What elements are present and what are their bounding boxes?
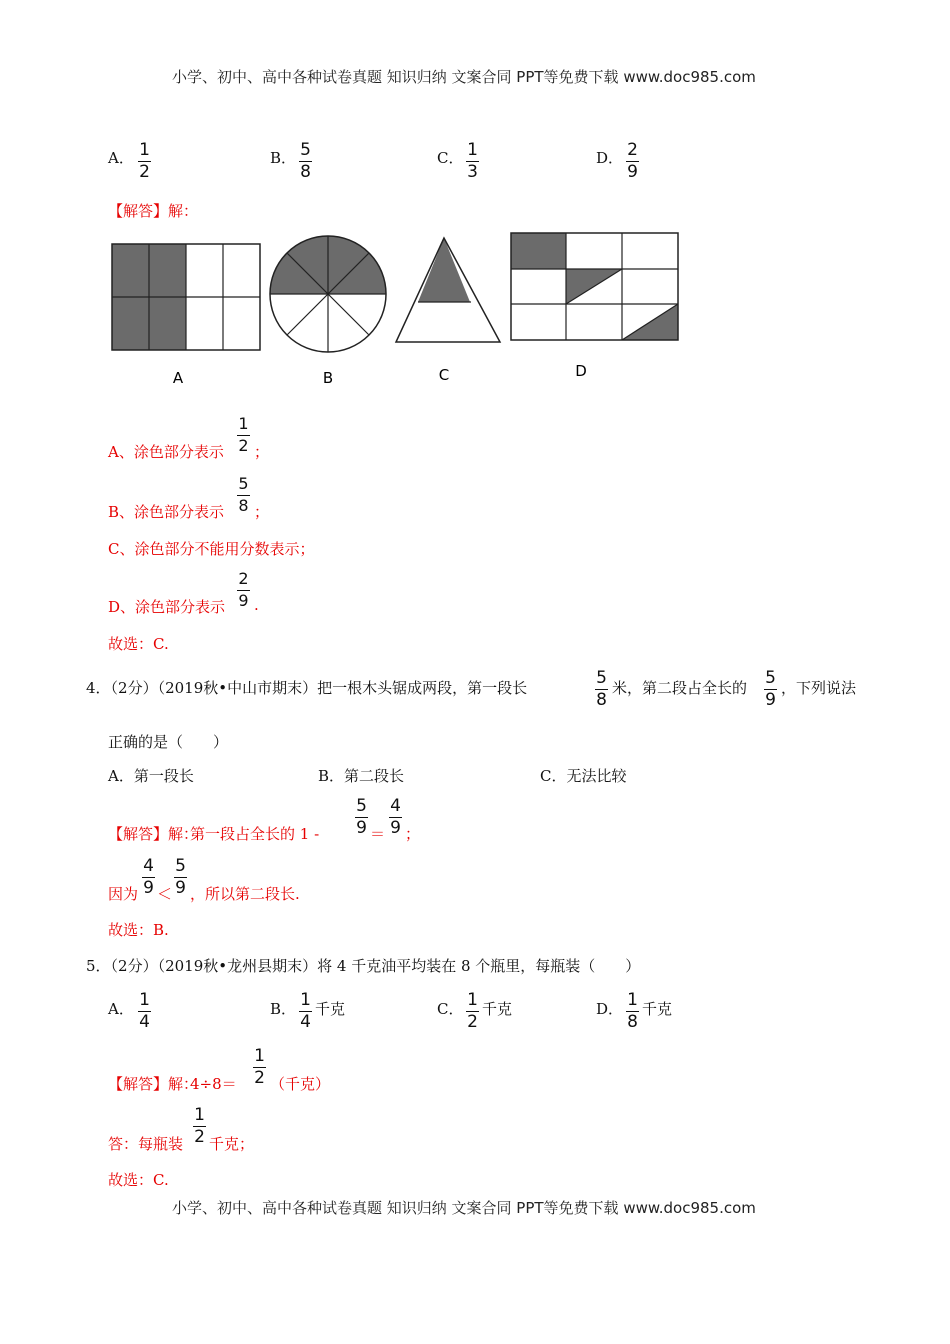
q3-line-b-fraction: 5 8 <box>238 474 249 515</box>
figure-label-d: D <box>575 362 587 380</box>
q4-option-c: C．无法比较 <box>540 767 627 785</box>
q4-answer-heading: 【解答】解： <box>108 825 199 843</box>
q4-because-text: 因为 <box>108 885 139 903</box>
q4-conclusion: 故选：B. <box>108 921 169 939</box>
q5-option-b-fraction: 1 4 <box>300 990 311 1032</box>
q4-answer-fraction-2: 4 9 <box>390 796 401 838</box>
figure-d <box>511 233 678 340</box>
q4-because-tail: ，所以第二段长. <box>190 885 300 903</box>
q3-line-b-text: B、涂色部分表示 <box>108 503 225 521</box>
q4-stem-part1: 4．（2分）（2019秋•中山市期末）把一根木头锯成两段，第一段长 <box>86 679 528 697</box>
figure-label-a: A <box>172 369 184 387</box>
q4-stem-fraction-2: 5 9 <box>765 668 776 710</box>
q3-option-a-fraction: 1 2 <box>139 140 150 182</box>
q3-option-c-fraction: 1 3 <box>467 140 478 182</box>
q5-option-d-unit: 千克 <box>642 1000 673 1018</box>
q4-stem-part3: ，下列说法 <box>781 679 857 697</box>
q5-option-c-fraction: 1 2 <box>467 990 478 1032</box>
page-header: 小学、初中、高中各种试卷真题 知识归纳 文案合同 PPT等免费下载 www.doc985.com <box>172 68 756 86</box>
q5-option-a-fraction: 1 4 <box>139 990 150 1032</box>
q4-because-fraction-2: 5 9 <box>175 856 186 898</box>
q4-stem-fraction-1: 5 8 <box>596 668 607 710</box>
q3-option-b-fraction: 5 8 <box>300 140 311 182</box>
q4-option-a: A．第一段长 <box>108 767 194 785</box>
figure-a <box>112 244 260 350</box>
q4-option-b: B．第二段长 <box>318 767 405 785</box>
q3-line-a-fraction: 1 2 <box>238 414 249 455</box>
figure-b <box>270 236 386 352</box>
page-footer: 小学、初中、高中各种试卷真题 知识归纳 文案合同 PPT等免费下载 www.doc985.com <box>172 1199 756 1217</box>
q4-answer-fraction-1: 5 9 <box>356 796 367 838</box>
q3-option-d-label: D． <box>596 149 624 167</box>
q3-line-c-text: C、涂色部分不能用分数表示； <box>108 540 315 558</box>
q3-option-a-label: A． <box>108 149 134 167</box>
q3-line-a-text: A、涂色部分表示 <box>108 443 224 461</box>
q5-answer-fraction: 1 2 <box>254 1046 265 1088</box>
q3-line-d-fraction: 2 9 <box>238 569 249 610</box>
q3-option-b-label: B． <box>270 149 297 167</box>
q5-option-a-label: A． <box>108 1000 134 1018</box>
q5-option-c-unit: 千克 <box>482 1000 513 1018</box>
q5-answer-unit: （千克） <box>270 1075 331 1093</box>
q4-answer-text: 第一段占全长的 1 - <box>190 825 320 843</box>
q5-reply-fraction: 1 2 <box>194 1105 205 1147</box>
q4-answer-equals: ＝ <box>370 825 386 843</box>
q5-option-b-label: B． <box>270 1000 297 1018</box>
q5-option-c-label: C． <box>437 1000 464 1018</box>
q4-stem-line2: 正确的是（ ） <box>108 733 229 751</box>
q4-because-less-than: ＜ <box>157 885 173 903</box>
figure-label-c: C <box>438 366 450 384</box>
q5-reply-tail: 千克； <box>209 1135 255 1153</box>
q5-option-d-fraction: 1 8 <box>627 990 638 1032</box>
q5-option-b-unit: 千克 <box>315 1000 346 1018</box>
q3-option-d-fraction: 2 9 <box>627 140 638 182</box>
q5-reply-text: 答：每瓶装 <box>108 1135 184 1153</box>
q3-answer-heading: 【解答】解： <box>108 202 199 220</box>
q3-line-b-tail: ； <box>254 503 270 521</box>
q5-answer-expression: 4÷8＝ <box>190 1075 237 1093</box>
q5-option-d-label: D． <box>596 1000 624 1018</box>
q5-answer-heading: 【解答】解： <box>108 1075 199 1093</box>
q3-conclusion: 故选：C. <box>108 635 169 653</box>
q3-figures <box>100 228 700 398</box>
q3-option-c-label: C． <box>437 149 464 167</box>
q5-conclusion: 故选：C. <box>108 1171 169 1189</box>
q3-line-d-text: D、涂色部分表示 <box>108 598 226 616</box>
q3-line-a-tail: ； <box>254 443 270 461</box>
q4-because-fraction-1: 4 9 <box>143 856 154 898</box>
q5-stem: 5．（2分）（2019秋•龙州县期末）将 4 千克油平均装在 8 个瓶里，每瓶装（ ） <box>86 957 641 975</box>
q4-answer-tail: ； <box>405 825 421 843</box>
figure-c <box>396 238 500 342</box>
q4-stem-part2: 米，第二段占全长的 <box>612 679 748 697</box>
q3-line-d-tail: . <box>254 596 259 614</box>
figure-label-b: B <box>322 369 334 387</box>
